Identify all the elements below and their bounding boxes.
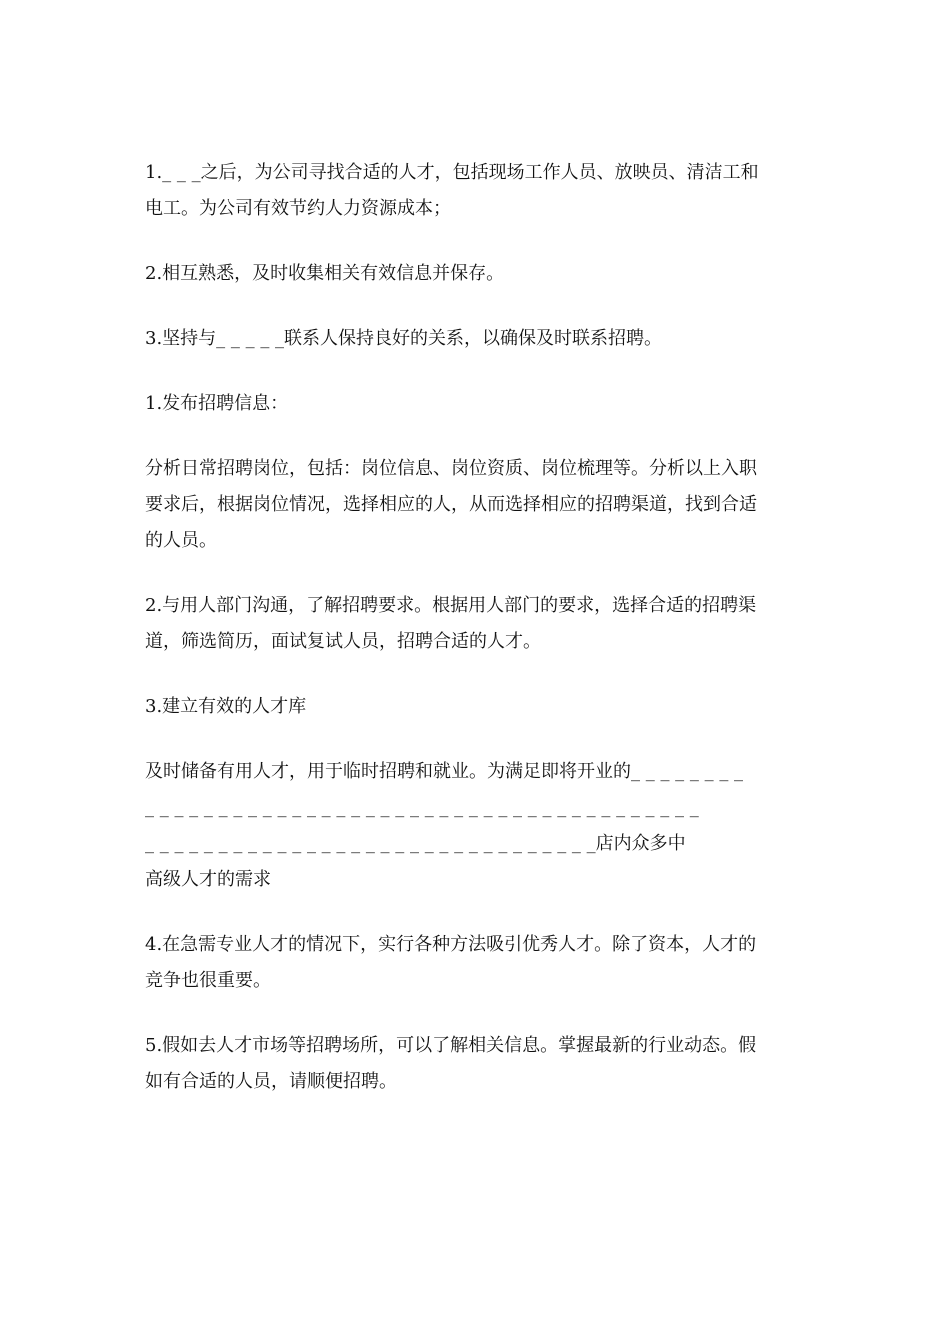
text-line: 1._ _ _之后，为公司寻找合适的人才，包括现场工作人员、放映员、清洁工和 (145, 162, 759, 183)
text-line: 道，筛选简历，面试复试人员，招聘合适的人才。 (145, 631, 541, 652)
text-line: _ _ _ _ _ _ _ _ _ _ _ _ _ _ _ _ _ _ _ _ _ _ _ _ _ _ _ _ _ _ _店内众多中 (145, 833, 686, 854)
paragraph-9 (145, 927, 807, 999)
paragraph-5 (145, 451, 807, 559)
text-line: 高级人才的需求 (145, 869, 271, 890)
paragraph-1 (145, 155, 807, 227)
text-line: 的人员。 (145, 530, 217, 551)
paragraph-2 (145, 256, 807, 292)
document-body (145, 155, 807, 1129)
text-line: 1.发布招聘信息： (145, 393, 289, 414)
text-line: 3.建立有效的人才库 (145, 696, 307, 717)
text-line: 如有合适的人员，请顺便招聘。 (145, 1071, 397, 1092)
text-line: 5.假如去人才市场等招聘场所，可以了解相关信息。掌握最新的行业动态。假 (145, 1035, 757, 1056)
text-line: 2.相互熟悉，及时收集相关有效信息并保存。 (145, 263, 505, 284)
text-line: 2.与用人部门沟通，了解招聘要求。根据用人部门的要求，选择合适的招聘渠 (145, 595, 757, 616)
text-line: 竞争也很重要。 (145, 970, 271, 991)
text-line: _ _ _ _ _ _ _ _ _ _ _ _ _ _ _ _ _ _ _ _ _ _ _ _ _ _ _ _ _ _ _ _ _ _ _ _ _ _ (145, 797, 699, 818)
text-line: 要求后，根据岗位情况，选择相应的人，从而选择相应的招聘渠道，找到合适 (145, 494, 757, 515)
paragraph-6 (145, 588, 807, 660)
paragraph-7 (145, 689, 807, 725)
text-line: 及时储备有用人才，用于临时招聘和就业。为满足即将开业的_ _ _ _ _ _ _ _ (145, 761, 744, 782)
text-line: 分析日常招聘岗位，包括：岗位信息、岗位资质、岗位梳理等。分析以上入职 (145, 458, 757, 479)
text-line: 3.坚持与_ _ _ _ _联系人保持良好的关系，以确保及时联系招聘。 (145, 328, 663, 349)
section-heading (145, 386, 807, 422)
paragraph-3 (145, 321, 807, 357)
text-line: 4.在急需专业人才的情况下，实行各种方法吸引优秀人才。除了资本，人才的 (145, 934, 757, 955)
paragraph-8 (145, 754, 807, 898)
paragraph-10 (145, 1028, 807, 1100)
text-line: 电工。为公司有效节约人力资源成本； (145, 198, 451, 219)
